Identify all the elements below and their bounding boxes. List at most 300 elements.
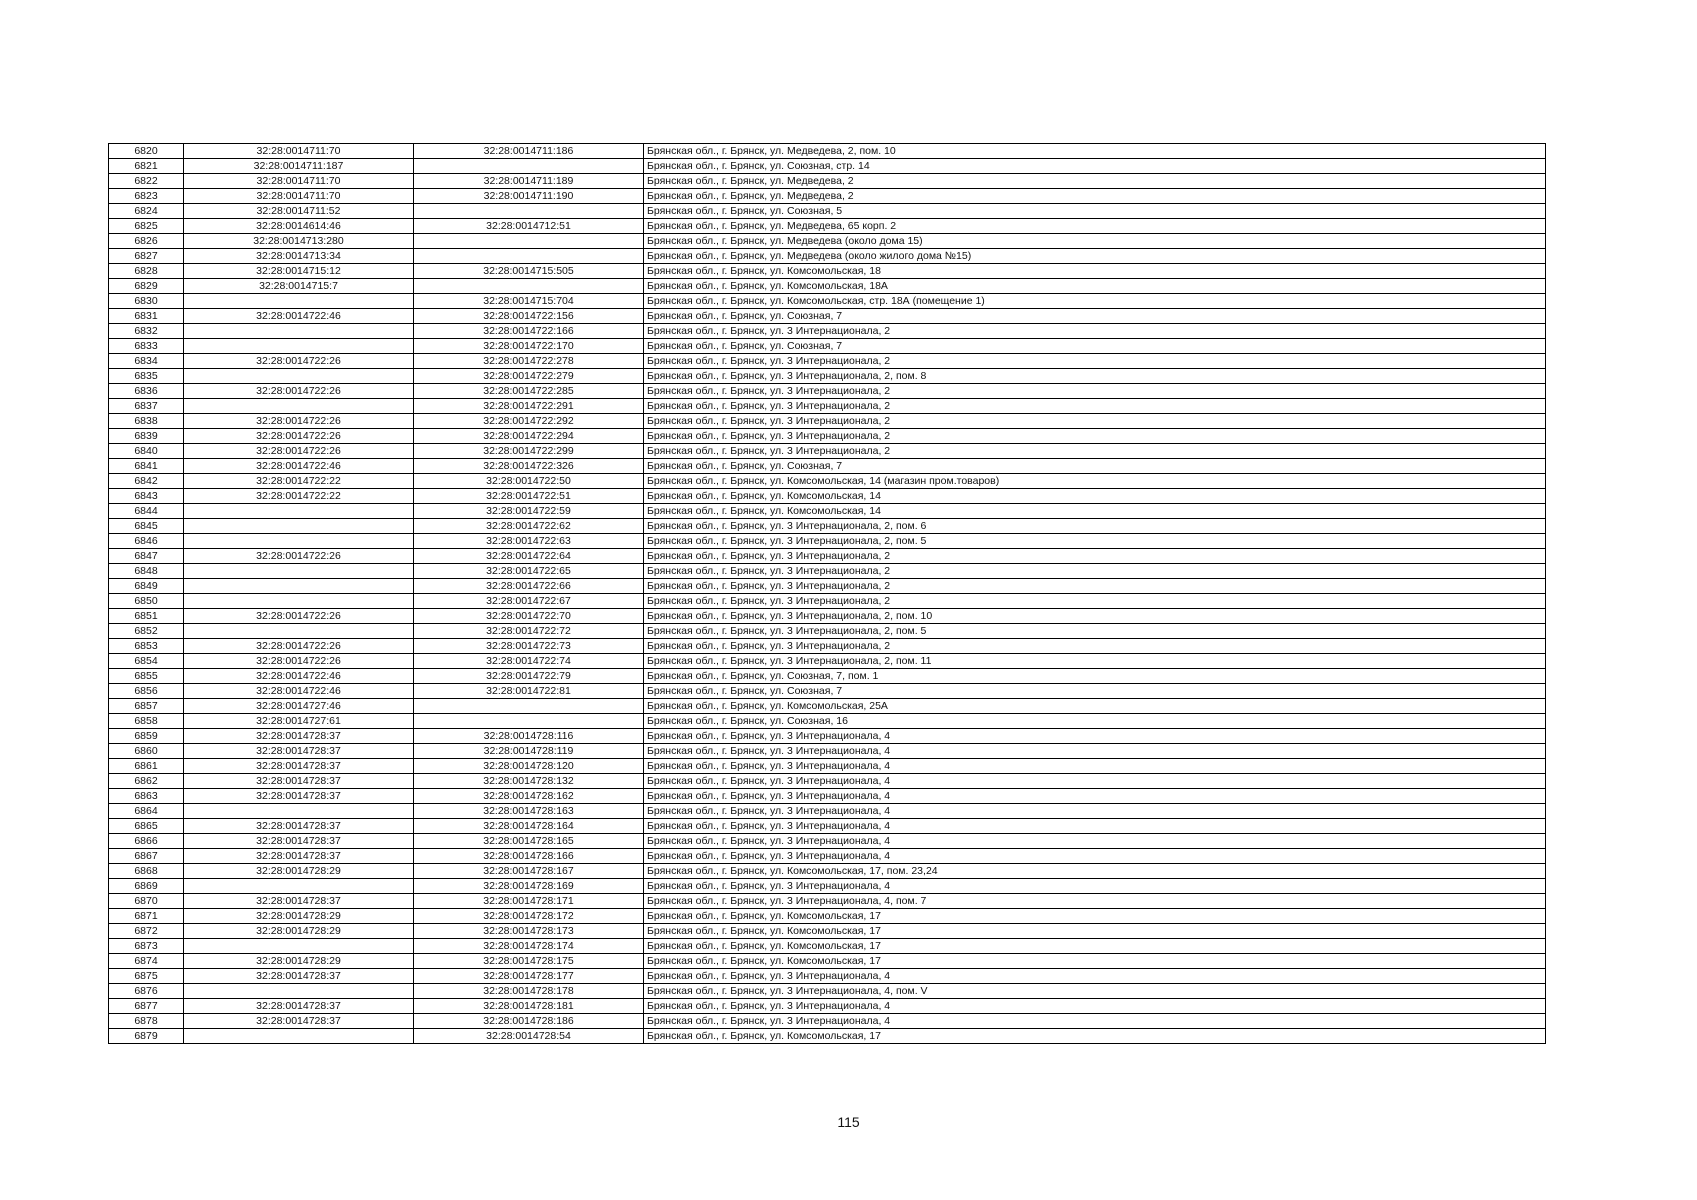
- parcel-number-cell: 32:28:0014727:46: [184, 699, 414, 714]
- table-row: [109, 339, 1546, 354]
- parcel-number-cell: 32:28:0014728:37: [184, 729, 414, 744]
- address-cell: Брянская обл., г. Брянск, ул. 3 Интернационала, 2: [644, 444, 1546, 459]
- table-row: [109, 159, 1546, 174]
- address-cell: Брянская обл., г. Брянск, ул. Комсомольская, 17: [644, 939, 1546, 954]
- parcel-number-cell: 32:28:0014728:37: [184, 969, 414, 984]
- parcel-number-cell: 32:28:0014722:26: [184, 549, 414, 564]
- object-number-cell: 32:28:0014722:326: [414, 459, 644, 474]
- table-row: [109, 369, 1546, 384]
- object-number-cell: 32:28:0014715:704: [414, 294, 644, 309]
- object-number-cell: 32:28:0014728:165: [414, 834, 644, 849]
- parcel-number-cell: [184, 579, 414, 594]
- table-row: [109, 714, 1546, 729]
- parcel-number-cell: 32:28:0014711:70: [184, 144, 414, 159]
- object-number-cell: 32:28:0014728:167: [414, 864, 644, 879]
- row-number-cell: 6876: [109, 984, 184, 999]
- object-number-cell: 32:28:0014722:59: [414, 504, 644, 519]
- table-row: [109, 174, 1546, 189]
- table-row: [109, 1029, 1546, 1044]
- parcel-number-cell: 32:28:0014728:37: [184, 1014, 414, 1029]
- table-row: [109, 444, 1546, 459]
- row-number-cell: 6872: [109, 924, 184, 939]
- parcel-number-cell: 32:28:0014711:70: [184, 189, 414, 204]
- object-number-cell: 32:28:0014715:505: [414, 264, 644, 279]
- address-cell: Брянская обл., г. Брянск, ул. 3 Интернационала, 4: [644, 819, 1546, 834]
- row-number-cell: 6864: [109, 804, 184, 819]
- object-number-cell: 32:28:0014728:171: [414, 894, 644, 909]
- parcel-number-cell: 32:28:0014722:22: [184, 474, 414, 489]
- table-row: [109, 519, 1546, 534]
- parcel-number-cell: 32:28:0014715:7: [184, 279, 414, 294]
- parcel-number-cell: 32:28:0014722:46: [184, 684, 414, 699]
- address-cell: Брянская обл., г. Брянск, ул. Союзная, 16: [644, 714, 1546, 729]
- object-number-cell: 32:28:0014722:292: [414, 414, 644, 429]
- table-row: [109, 849, 1546, 864]
- object-number-cell: 32:28:0014722:74: [414, 654, 644, 669]
- address-cell: Брянская обл., г. Брянск, ул. Комсомольская, 25А: [644, 699, 1546, 714]
- parcel-number-cell: 32:28:0014728:29: [184, 864, 414, 879]
- address-cell: Брянская обл., г. Брянск, ул. 3 Интернационала, 2: [644, 564, 1546, 579]
- row-number-cell: 6832: [109, 324, 184, 339]
- address-cell: Брянская обл., г. Брянск, ул. 3 Интернационала, 2, пом. 8: [644, 369, 1546, 384]
- address-cell: Брянская обл., г. Брянск, ул. 3 Интернационала, 4: [644, 1014, 1546, 1029]
- table-row: [109, 189, 1546, 204]
- address-cell: Брянская обл., г. Брянск, ул. Союзная, 7: [644, 339, 1546, 354]
- parcel-number-cell: 32:28:0014722:26: [184, 414, 414, 429]
- address-cell: Брянская обл., г. Брянск, ул. Медведева, 2: [644, 174, 1546, 189]
- row-number-cell: 6850: [109, 594, 184, 609]
- object-number-cell: 32:28:0014728:116: [414, 729, 644, 744]
- row-number-cell: 6823: [109, 189, 184, 204]
- row-number-cell: 6853: [109, 639, 184, 654]
- parcel-number-cell: [184, 804, 414, 819]
- row-number-cell: 6865: [109, 819, 184, 834]
- table-row: [109, 699, 1546, 714]
- table-row: [109, 459, 1546, 474]
- row-number-cell: 6830: [109, 294, 184, 309]
- row-number-cell: 6825: [109, 219, 184, 234]
- address-cell: Брянская обл., г. Брянск, ул. Комсомольская, 14: [644, 504, 1546, 519]
- object-number-cell: [414, 279, 644, 294]
- object-number-cell: 32:28:0014722:63: [414, 534, 644, 549]
- row-number-cell: 6858: [109, 714, 184, 729]
- object-number-cell: 32:28:0014728:132: [414, 774, 644, 789]
- parcel-number-cell: 32:28:0014728:37: [184, 759, 414, 774]
- address-cell: Брянская обл., г. Брянск, ул. 3 Интернационала, 4: [644, 759, 1546, 774]
- object-number-cell: 32:28:0014722:62: [414, 519, 644, 534]
- table-row: [109, 474, 1546, 489]
- row-number-cell: 6837: [109, 399, 184, 414]
- object-number-cell: 32:28:0014722:294: [414, 429, 644, 444]
- address-cell: Брянская обл., г. Брянск, ул. Союзная, стр. 14: [644, 159, 1546, 174]
- address-cell: Брянская обл., г. Брянск, ул. 3 Интернационала, 4: [644, 969, 1546, 984]
- row-number-cell: 6848: [109, 564, 184, 579]
- row-number-cell: 6868: [109, 864, 184, 879]
- row-number-cell: 6842: [109, 474, 184, 489]
- address-cell: Брянская обл., г. Брянск, ул. 3 Интернационала, 4: [644, 834, 1546, 849]
- parcel-number-cell: 32:28:0014728:37: [184, 999, 414, 1014]
- parcel-number-cell: 32:28:0014722:46: [184, 669, 414, 684]
- address-cell: Брянская обл., г. Брянск, ул. 3 Интернационала, 2: [644, 429, 1546, 444]
- row-number-cell: 6828: [109, 264, 184, 279]
- table-row: [109, 864, 1546, 879]
- table-row: [109, 639, 1546, 654]
- parcel-number-cell: [184, 339, 414, 354]
- address-cell: Брянская обл., г. Брянск, ул. Союзная, 7: [644, 459, 1546, 474]
- table-row: [109, 324, 1546, 339]
- table-row: [109, 819, 1546, 834]
- parcel-number-cell: 32:28:0014722:22: [184, 489, 414, 504]
- object-number-cell: 32:28:0014722:72: [414, 624, 644, 639]
- object-number-cell: 32:28:0014722:51: [414, 489, 644, 504]
- table-row: [109, 354, 1546, 369]
- row-number-cell: 6836: [109, 384, 184, 399]
- parcel-number-cell: 32:28:0014722:26: [184, 354, 414, 369]
- object-number-cell: 32:28:0014722:170: [414, 339, 644, 354]
- address-cell: Брянская обл., г. Брянск, ул. 3 Интернационала, 4: [644, 744, 1546, 759]
- parcel-number-cell: 32:28:0014728:37: [184, 744, 414, 759]
- parcel-number-cell: 32:28:0014728:37: [184, 834, 414, 849]
- parcel-number-cell: 32:28:0014711:52: [184, 204, 414, 219]
- row-number-cell: 6867: [109, 849, 184, 864]
- object-number-cell: 32:28:0014728:120: [414, 759, 644, 774]
- table-row: [109, 384, 1546, 399]
- object-number-cell: [414, 714, 644, 729]
- object-number-cell: 32:28:0014722:73: [414, 639, 644, 654]
- table-row: [109, 279, 1546, 294]
- row-number-cell: 6854: [109, 654, 184, 669]
- table-row: [109, 204, 1546, 219]
- parcel-number-cell: [184, 294, 414, 309]
- object-number-cell: 32:28:0014728:166: [414, 849, 644, 864]
- row-number-cell: 6829: [109, 279, 184, 294]
- address-cell: Брянская обл., г. Брянск, ул. 3 Интернационала, 2: [644, 549, 1546, 564]
- object-number-cell: 32:28:0014712:51: [414, 219, 644, 234]
- object-number-cell: 32:28:0014711:190: [414, 189, 644, 204]
- parcel-number-cell: [184, 1029, 414, 1044]
- object-number-cell: 32:28:0014728:174: [414, 939, 644, 954]
- parcel-number-cell: 32:28:0014722:26: [184, 639, 414, 654]
- parcel-number-cell: [184, 324, 414, 339]
- table-row: [109, 654, 1546, 669]
- table-row: [109, 924, 1546, 939]
- address-cell: Брянская обл., г. Брянск, ул. 3 Интернационала, 2, пом. 5: [644, 534, 1546, 549]
- object-number-cell: 32:28:0014722:166: [414, 324, 644, 339]
- row-number-cell: 6824: [109, 204, 184, 219]
- object-number-cell: 32:28:0014722:299: [414, 444, 644, 459]
- table-row: [109, 834, 1546, 849]
- row-number-cell: 6838: [109, 414, 184, 429]
- address-cell: Брянская обл., г. Брянск, ул. Комсомольская, 18А: [644, 279, 1546, 294]
- object-number-cell: 32:28:0014728:172: [414, 909, 644, 924]
- row-number-cell: 6879: [109, 1029, 184, 1044]
- address-cell: Брянская обл., г. Брянск, ул. Комсомольская, 14 (магазин пром.товаров): [644, 474, 1546, 489]
- parcel-number-cell: [184, 879, 414, 894]
- row-number-cell: 6826: [109, 234, 184, 249]
- object-number-cell: [414, 159, 644, 174]
- address-cell: Брянская обл., г. Брянск, ул. 3 Интернационала, 2, пом. 10: [644, 609, 1546, 624]
- row-number-cell: 6857: [109, 699, 184, 714]
- table-row: [109, 729, 1546, 744]
- row-number-cell: 6878: [109, 1014, 184, 1029]
- row-number-cell: 6840: [109, 444, 184, 459]
- parcel-number-cell: 32:28:0014711:187: [184, 159, 414, 174]
- address-cell: Брянская обл., г. Брянск, ул. 3 Интернационала, 4: [644, 879, 1546, 894]
- parcel-number-cell: [184, 594, 414, 609]
- table-row: [109, 219, 1546, 234]
- object-number-cell: 32:28:0014728:186: [414, 1014, 644, 1029]
- row-number-cell: 6859: [109, 729, 184, 744]
- address-cell: Брянская обл., г. Брянск, ул. Комсомольская, 17: [644, 1029, 1546, 1044]
- table-row: [109, 534, 1546, 549]
- parcel-number-cell: [184, 534, 414, 549]
- address-cell: Брянская обл., г. Брянск, ул. Комсомольская, 14: [644, 489, 1546, 504]
- object-number-cell: 32:28:0014728:164: [414, 819, 644, 834]
- object-number-cell: 32:28:0014728:163: [414, 804, 644, 819]
- address-cell: Брянская обл., г. Брянск, ул. Медведева (около дома 15): [644, 234, 1546, 249]
- row-number-cell: 6866: [109, 834, 184, 849]
- object-number-cell: [414, 699, 644, 714]
- page-number: 115: [837, 1114, 860, 1130]
- address-cell: Брянская обл., г. Брянск, ул. Медведева, 2, пом. 10: [644, 144, 1546, 159]
- row-number-cell: 6870: [109, 894, 184, 909]
- table-row: [109, 939, 1546, 954]
- object-number-cell: 32:28:0014722:156: [414, 309, 644, 324]
- object-number-cell: 32:28:0014722:79: [414, 669, 644, 684]
- row-number-cell: 6839: [109, 429, 184, 444]
- address-cell: Брянская обл., г. Брянск, ул. Комсомольская, 17: [644, 924, 1546, 939]
- parcel-number-cell: [184, 564, 414, 579]
- parcel-number-cell: 32:28:0014728:37: [184, 819, 414, 834]
- table-row: [109, 759, 1546, 774]
- row-number-cell: 6834: [109, 354, 184, 369]
- object-number-cell: 32:28:0014728:177: [414, 969, 644, 984]
- table-row: [109, 489, 1546, 504]
- parcel-number-cell: 32:28:0014722:26: [184, 609, 414, 624]
- address-cell: Брянская обл., г. Брянск, ул. 3 Интернационала, 4: [644, 774, 1546, 789]
- parcel-number-cell: 32:28:0014722:26: [184, 444, 414, 459]
- object-number-cell: [414, 249, 644, 264]
- address-cell: Брянская обл., г. Брянск, ул. 3 Интернационала, 4: [644, 804, 1546, 819]
- table-row: [109, 264, 1546, 279]
- row-number-cell: 6874: [109, 954, 184, 969]
- object-number-cell: 32:28:0014728:119: [414, 744, 644, 759]
- row-number-cell: 6847: [109, 549, 184, 564]
- row-number-cell: 6851: [109, 609, 184, 624]
- address-cell: Брянская обл., г. Брянск, ул. 3 Интернационала, 2, пом. 6: [644, 519, 1546, 534]
- address-cell: Брянская обл., г. Брянск, ул. 3 Интернационала, 2: [644, 324, 1546, 339]
- row-number-cell: 6861: [109, 759, 184, 774]
- address-cell: Брянская обл., г. Брянск, ул. Комсомольская, 17, пом. 23,24: [644, 864, 1546, 879]
- parcel-number-cell: 32:28:0014713:34: [184, 249, 414, 264]
- address-cell: Брянская обл., г. Брянск, ул. 3 Интернационала, 2, пом. 5: [644, 624, 1546, 639]
- row-number-cell: 6852: [109, 624, 184, 639]
- address-cell: Брянская обл., г. Брянск, ул. 3 Интернационала, 2: [644, 579, 1546, 594]
- object-number-cell: 32:28:0014711:189: [414, 174, 644, 189]
- table-row: [109, 774, 1546, 789]
- table-row: [109, 1014, 1546, 1029]
- table-row: [109, 789, 1546, 804]
- address-cell: Брянская обл., г. Брянск, ул. 3 Интернационала, 4: [644, 999, 1546, 1014]
- row-number-cell: 6869: [109, 879, 184, 894]
- object-number-cell: 32:28:0014722:50: [414, 474, 644, 489]
- address-cell: Брянская обл., г. Брянск, ул. 3 Интернационала, 4, пом. V: [644, 984, 1546, 999]
- parcel-number-cell: 32:28:0014722:46: [184, 459, 414, 474]
- address-cell: Брянская обл., г. Брянск, ул. Комсомольская, стр. 18А (помещение 1): [644, 294, 1546, 309]
- row-number-cell: 6833: [109, 339, 184, 354]
- address-cell: Брянская обл., г. Брянск, ул. 3 Интернационала, 2: [644, 639, 1546, 654]
- parcel-number-cell: [184, 624, 414, 639]
- row-number-cell: 6855: [109, 669, 184, 684]
- table-row: [109, 414, 1546, 429]
- parcel-number-cell: 32:28:0014614:46: [184, 219, 414, 234]
- row-number-cell: 6822: [109, 174, 184, 189]
- object-number-cell: 32:28:0014722:81: [414, 684, 644, 699]
- parcel-number-cell: 32:28:0014728:29: [184, 924, 414, 939]
- row-number-cell: 6856: [109, 684, 184, 699]
- address-cell: Брянская обл., г. Брянск, ул. 3 Интернационала, 4: [644, 849, 1546, 864]
- object-number-cell: 32:28:0014728:178: [414, 984, 644, 999]
- parcel-number-cell: [184, 984, 414, 999]
- parcel-number-cell: [184, 504, 414, 519]
- address-cell: Брянская обл., г. Брянск, ул. Союзная, 7: [644, 684, 1546, 699]
- parcel-number-cell: 32:28:0014722:26: [184, 654, 414, 669]
- parcel-number-cell: 32:28:0014715:12: [184, 264, 414, 279]
- table-row: [109, 504, 1546, 519]
- row-number-cell: 6877: [109, 999, 184, 1014]
- object-number-cell: 32:28:0014728:181: [414, 999, 644, 1014]
- address-cell: Брянская обл., г. Брянск, ул. Комсомольская, 18: [644, 264, 1546, 279]
- row-number-cell: 6843: [109, 489, 184, 504]
- parcel-number-cell: 32:28:0014728:29: [184, 954, 414, 969]
- row-number-cell: 6820: [109, 144, 184, 159]
- table-row: [109, 399, 1546, 414]
- object-number-cell: 32:28:0014722:67: [414, 594, 644, 609]
- object-number-cell: 32:28:0014722:66: [414, 579, 644, 594]
- row-number-cell: 6831: [109, 309, 184, 324]
- parcel-number-cell: 32:28:0014728:37: [184, 774, 414, 789]
- table-row: [109, 594, 1546, 609]
- row-number-cell: 6841: [109, 459, 184, 474]
- address-cell: Брянская обл., г. Брянск, ул. Союзная, 7, пом. 1: [644, 669, 1546, 684]
- row-number-cell: 6827: [109, 249, 184, 264]
- table-row: [109, 624, 1546, 639]
- table-row: [109, 309, 1546, 324]
- object-number-cell: [414, 204, 644, 219]
- object-number-cell: 32:28:0014728:162: [414, 789, 644, 804]
- row-number-cell: 6835: [109, 369, 184, 384]
- address-cell: Брянская обл., г. Брянск, ул. 3 Интернационала, 2: [644, 399, 1546, 414]
- address-cell: Брянская обл., г. Брянск, ул. 3 Интернационала, 4, пом. 7: [644, 894, 1546, 909]
- table-row: [109, 969, 1546, 984]
- parcel-number-cell: 32:28:0014727:61: [184, 714, 414, 729]
- table-row: [109, 579, 1546, 594]
- table-row: [109, 804, 1546, 819]
- parcel-number-cell: 32:28:0014722:26: [184, 384, 414, 399]
- parcel-number-cell: [184, 399, 414, 414]
- table-row: [109, 894, 1546, 909]
- object-number-cell: 32:28:0014728:54: [414, 1029, 644, 1044]
- address-cell: Брянская обл., г. Брянск, ул. Союзная, 5: [644, 204, 1546, 219]
- address-cell: Брянская обл., г. Брянск, ул. 3 Интернационала, 2: [644, 384, 1546, 399]
- table-row: [109, 879, 1546, 894]
- object-number-cell: 32:28:0014722:64: [414, 549, 644, 564]
- parcel-number-cell: 32:28:0014713:280: [184, 234, 414, 249]
- row-number-cell: 6863: [109, 789, 184, 804]
- row-number-cell: 6862: [109, 774, 184, 789]
- table-row: [109, 144, 1546, 159]
- address-cell: Брянская обл., г. Брянск, ул. 3 Интернационала, 4: [644, 789, 1546, 804]
- table-row: [109, 909, 1546, 924]
- table-row: [109, 609, 1546, 624]
- table-row: [109, 684, 1546, 699]
- object-number-cell: 32:28:0014722:278: [414, 354, 644, 369]
- parcel-number-cell: 32:28:0014728:29: [184, 909, 414, 924]
- address-cell: Брянская обл., г. Брянск, ул. Союзная, 7: [644, 309, 1546, 324]
- table-row: [109, 999, 1546, 1014]
- address-cell: Брянская обл., г. Брянск, ул. Комсомольская, 17: [644, 909, 1546, 924]
- table-row: [109, 234, 1546, 249]
- row-number-cell: 6846: [109, 534, 184, 549]
- object-number-cell: 32:28:0014722:279: [414, 369, 644, 384]
- object-number-cell: 32:28:0014728:175: [414, 954, 644, 969]
- address-cell: Брянская обл., г. Брянск, ул. Медведева, 65 корп. 2: [644, 219, 1546, 234]
- row-number-cell: 6873: [109, 939, 184, 954]
- parcel-number-cell: [184, 369, 414, 384]
- object-number-cell: [414, 234, 644, 249]
- row-number-cell: 6845: [109, 519, 184, 534]
- row-number-cell: 6875: [109, 969, 184, 984]
- address-cell: Брянская обл., г. Брянск, ул. Медведева (около жилого дома №15): [644, 249, 1546, 264]
- object-number-cell: 32:28:0014728:169: [414, 879, 644, 894]
- table-row: [109, 249, 1546, 264]
- object-number-cell: 32:28:0014711:186: [414, 144, 644, 159]
- parcel-number-cell: 32:28:0014711:70: [184, 174, 414, 189]
- address-cell: Брянская обл., г. Брянск, ул. 3 Интернационала, 2: [644, 354, 1546, 369]
- address-cell: Брянская обл., г. Брянск, ул. Комсомольская, 17: [644, 954, 1546, 969]
- object-number-cell: 32:28:0014728:173: [414, 924, 644, 939]
- parcel-number-cell: [184, 519, 414, 534]
- table-row: [109, 564, 1546, 579]
- parcel-number-cell: 32:28:0014722:26: [184, 429, 414, 444]
- row-number-cell: 6860: [109, 744, 184, 759]
- table-row: [109, 954, 1546, 969]
- row-number-cell: 6871: [109, 909, 184, 924]
- address-cell: Брянская обл., г. Брянск, ул. 3 Интернационала, 2: [644, 414, 1546, 429]
- object-number-cell: 32:28:0014722:65: [414, 564, 644, 579]
- table-row: [109, 429, 1546, 444]
- parcel-number-cell: 32:28:0014722:46: [184, 309, 414, 324]
- parcel-number-cell: 32:28:0014728:37: [184, 849, 414, 864]
- object-number-cell: 32:28:0014722:285: [414, 384, 644, 399]
- row-number-cell: 6849: [109, 579, 184, 594]
- parcel-number-cell: 32:28:0014728:37: [184, 894, 414, 909]
- row-number-cell: 6844: [109, 504, 184, 519]
- object-number-cell: 32:28:0014722:70: [414, 609, 644, 624]
- address-cell: Брянская обл., г. Брянск, ул. 3 Интернационала, 4: [644, 729, 1546, 744]
- table-row: [109, 294, 1546, 309]
- object-number-cell: 32:28:0014722:291: [414, 399, 644, 414]
- address-cell: Брянская обл., г. Брянск, ул. 3 Интернационала, 2, пом. 11: [644, 654, 1546, 669]
- table-row: [109, 984, 1546, 999]
- table-body: [109, 144, 1546, 1044]
- address-cell: Брянская обл., г. Брянск, ул. Медведева, 2: [644, 189, 1546, 204]
- address-cell: Брянская обл., г. Брянск, ул. 3 Интернационала, 2: [644, 594, 1546, 609]
- parcel-number-cell: 32:28:0014728:37: [184, 789, 414, 804]
- table-row: [109, 744, 1546, 759]
- row-number-cell: 6821: [109, 159, 184, 174]
- table-row: [109, 549, 1546, 564]
